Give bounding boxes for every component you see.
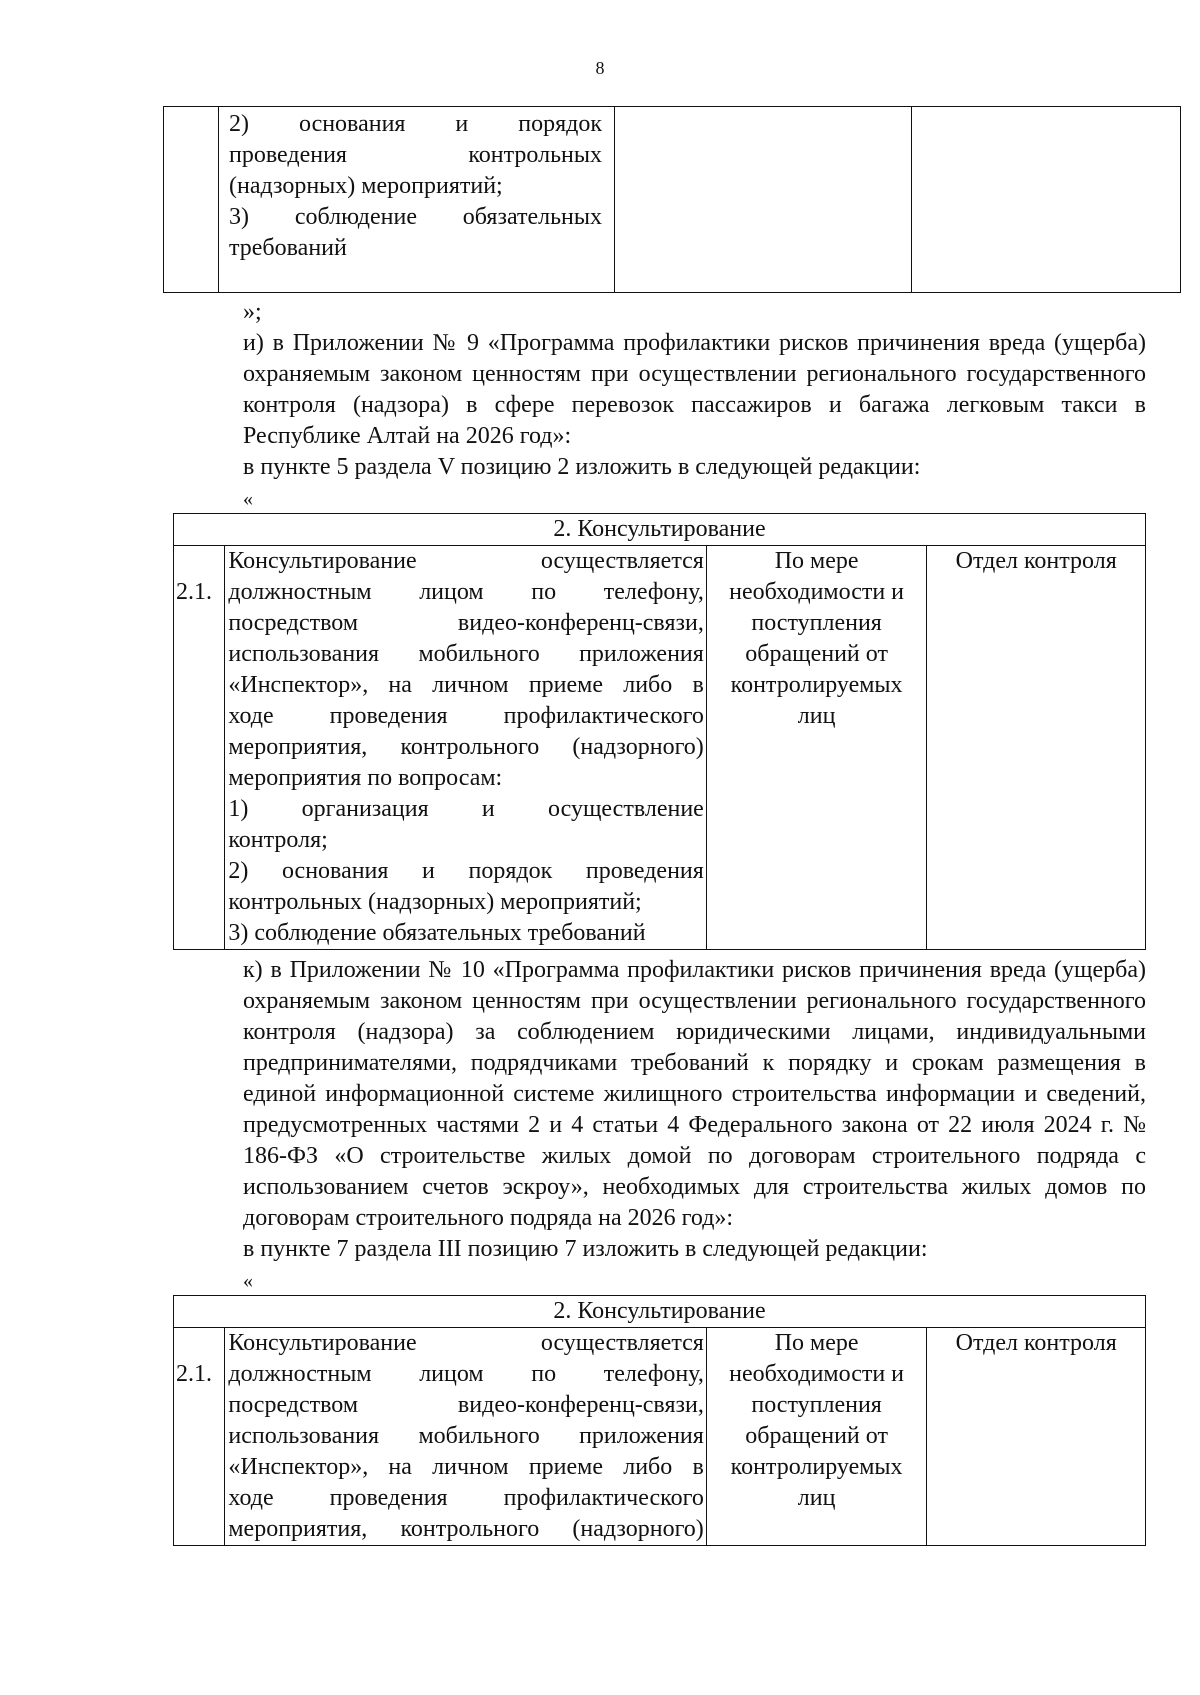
number-cell	[164, 107, 219, 293]
period-cell	[706, 1328, 927, 1546]
desc-line: контрольных (надзорных) мероприятий;	[228, 889, 642, 915]
desc-line: 2) основания и порядок	[229, 111, 602, 137]
paragraph-k: к) в Приложении № 10 «Программа профилактики рисков причинения вреда (ущерба) охраняемым законом ценностям при осуществлении регионального государственного контроля (надзора) за соблюдением юридическими лицами, индивидуальными предпринимателями, подрядчиками требований к порядку и срокам размещения в единой информационной системе жилищного строительства информации и сведений, предусмотренных частями 2 и 4 статьи 4 Федерального закона от 22 июля 2024 г. № 186-ФЗ «О строительстве жилых домой по договорам строительного подряда с использованием счетов эскроу», необходимых для строительства жилых домов по договорам строительного подряда на 2026 год»:	[243, 957, 1146, 1231]
desc-line: проведения контрольных	[229, 142, 602, 168]
desc-line: «Инспектор», на личном приеме либо в	[228, 1454, 704, 1480]
open-quote: «	[243, 1270, 253, 1292]
period-line: лиц	[797, 1485, 836, 1511]
desc-line: должностным лицом по телефону,	[228, 579, 704, 605]
period-line: контролируемых	[730, 1454, 903, 1480]
desc-line: требований	[229, 235, 347, 261]
desc-line: 2) основания и порядок проведения	[228, 858, 704, 884]
desc-line: Консультирование осуществляется	[228, 548, 704, 574]
paragraph-i-sub: в пункте 5 раздела V позицию 2 изложить в следующей редакции:	[243, 454, 921, 480]
desc-line: должностным лицом по телефону,	[228, 1361, 704, 1387]
period-line: обращений от	[745, 641, 888, 667]
responsible-cell: Отдел контроля	[927, 546, 1146, 950]
table-header: 2. Консультирование	[174, 1296, 1146, 1328]
desc-line: Консультирование осуществляется	[228, 1330, 704, 1356]
desc-line: мероприятия по вопросам:	[228, 765, 503, 791]
continuation-table	[163, 106, 1181, 293]
consult-table-2	[173, 1295, 1146, 1546]
desc-line: использования мобильного приложения	[228, 641, 704, 667]
period-line: поступления	[751, 610, 882, 636]
closing-quote: »;	[243, 299, 262, 325]
desc-line: посредством видео-конференц-связи,	[228, 1392, 704, 1418]
desc-line: (надзорных) мероприятий;	[229, 173, 503, 199]
desc-line: мероприятия, контрольного (надзорного)	[228, 734, 704, 760]
desc-line: посредством видео-конференц-связи,	[228, 610, 704, 636]
desc-line: контроля;	[228, 827, 328, 853]
desc-line: 1) организация и осуществление	[228, 796, 704, 822]
open-quote: «	[243, 488, 253, 510]
description-cell	[225, 1328, 706, 1546]
period-line: лиц	[797, 703, 836, 729]
period-cell	[706, 546, 927, 950]
desc-line: использования мобильного приложения	[228, 1423, 704, 1449]
description-cell	[219, 107, 615, 293]
period-line: контролируемых	[730, 672, 903, 698]
item-number: 2.1.	[174, 546, 225, 950]
table-header: 2. Консультирование	[174, 514, 1146, 546]
description-cell	[225, 546, 706, 950]
desc-line: 3) соблюдение обязательных	[229, 204, 602, 230]
period-line: По мере	[774, 548, 859, 574]
period-line: поступления	[751, 1392, 882, 1418]
consult-table-1	[173, 513, 1146, 950]
desc-line: мероприятия, контрольного (надзорного)	[228, 1516, 704, 1542]
period-line: обращений от	[745, 1423, 888, 1449]
desc-line: ходе проведения профилактического	[228, 703, 704, 729]
responsible-cell	[912, 107, 1181, 293]
item-number: 2.1.	[174, 1328, 225, 1546]
period-line: необходимости и	[729, 1361, 905, 1387]
paragraph-i: и) в Приложении № 9 «Программа профилактики рисков причинения вреда (ущерба) охраняемым законом ценностям при осуществлении регионального государственного контроля (надзора) в сфере перевозок пассажиров и багажа легковым такси в Республике Алтай на 2026 год»:	[243, 330, 1146, 449]
period-cell	[615, 107, 912, 293]
page-number: 8	[595, 58, 605, 78]
period-line: По мере	[774, 1330, 859, 1356]
desc-line: «Инспектор», на личном приеме либо в	[228, 672, 704, 698]
desc-line: 3) соблюдение обязательных требований	[228, 920, 646, 946]
paragraph-k-sub: в пункте 7 раздела III позицию 7 изложить в следующей редакции:	[243, 1236, 928, 1262]
responsible-cell: Отдел контроля	[927, 1328, 1146, 1546]
desc-line: ходе проведения профилактического	[228, 1485, 704, 1511]
period-line: необходимости и	[729, 579, 905, 605]
